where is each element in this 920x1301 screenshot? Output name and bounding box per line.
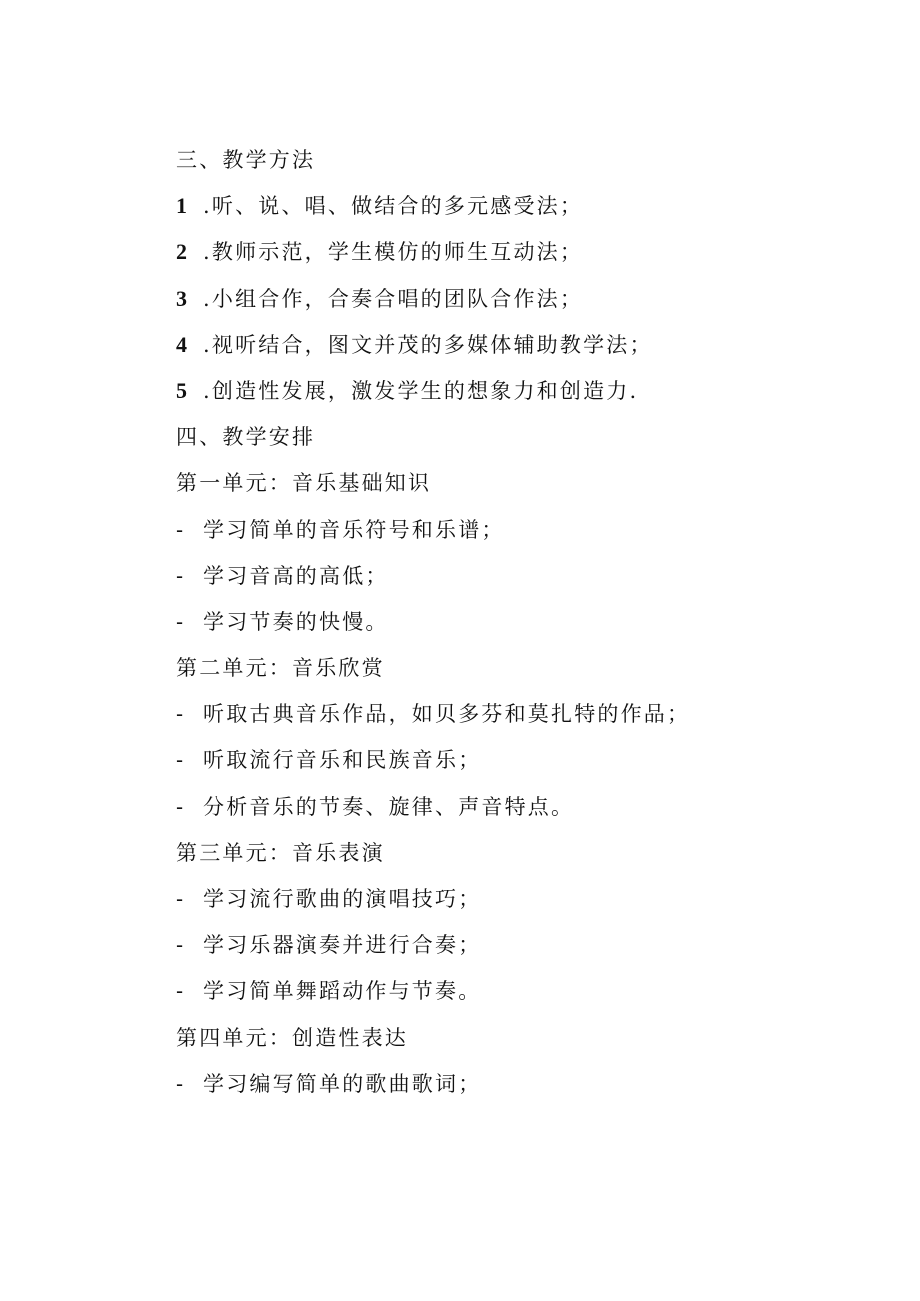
method-text: .创造性发展，激发学生的想象力和创造力. (203, 378, 639, 403)
method-item (176, 322, 876, 368)
document-body (176, 137, 876, 1107)
dash-bullet: - (176, 748, 184, 773)
dash-bullet: - (176, 517, 184, 542)
method-text: .视听结合，图文并茂的多媒体辅助教学法； (203, 332, 653, 357)
method-text: .教师示范，学生模仿的师生互动法； (203, 240, 584, 265)
dash-bullet: - (176, 887, 184, 911)
list-item-text: 学习编写简单的歌曲歌词； (203, 1071, 482, 1096)
list-item-text: 学习音高的高低； (203, 563, 389, 588)
unit-title: 第四单元：创造性表达 (176, 1025, 408, 1050)
unit-title: 第三单元：音乐表演 (176, 840, 385, 865)
section-heading-schedule: 四、教学安排 (176, 425, 316, 450)
list-item (176, 922, 876, 968)
method-number: 4 (176, 331, 187, 357)
list-item-text: 学习流行歌曲的演唱技巧； (203, 887, 482, 911)
dash-bullet: - (176, 933, 184, 958)
list-item (176, 968, 876, 1014)
dash-bullet: - (176, 1071, 184, 1096)
list-item (176, 691, 876, 737)
unit-title: 第二单元：音乐欣赏 (176, 656, 385, 681)
method-text: .小组合作，合奏合唱的团队合作法； (203, 286, 584, 311)
list-item-text: 学习乐器演奏并进行合奏； (203, 933, 482, 958)
list-item (176, 1061, 876, 1107)
unit-title: 第一单元：音乐基础知识 (176, 471, 432, 496)
dash-bullet: - (176, 702, 184, 727)
list-item-text: 学习节奏的快慢。 (203, 609, 389, 634)
dash-bullet: - (176, 563, 184, 588)
method-text: .听、说、唱、做结合的多元感受法； (203, 194, 584, 219)
list-item-text: 听取古典音乐作品，如贝多芬和莫扎特的作品； (203, 702, 691, 727)
dash-bullet: - (176, 794, 184, 819)
list-item-text: 学习简单舞蹈动作与节奏。 (203, 979, 482, 1004)
section-heading-methods: 三、教学方法 (176, 148, 316, 172)
method-item (176, 368, 876, 414)
method-number: 3 (176, 285, 187, 311)
method-item (176, 276, 876, 322)
method-number: 2 (176, 239, 187, 265)
list-item (176, 599, 876, 645)
method-number: 1 (176, 193, 187, 219)
method-item (176, 229, 876, 275)
list-item-text: 听取流行音乐和民族音乐； (203, 748, 482, 773)
list-item (176, 553, 876, 599)
method-item (176, 183, 876, 229)
dash-bullet: - (176, 609, 184, 634)
dash-bullet: - (176, 979, 184, 1004)
list-item (176, 876, 876, 922)
list-item (176, 507, 876, 553)
list-item-text: 学习简单的音乐符号和乐谱； (203, 517, 505, 542)
list-item-text: 分析音乐的节奏、旋律、声音特点。 (203, 794, 575, 819)
list-item (176, 737, 876, 783)
list-item (176, 784, 876, 830)
method-number: 5 (176, 377, 187, 403)
